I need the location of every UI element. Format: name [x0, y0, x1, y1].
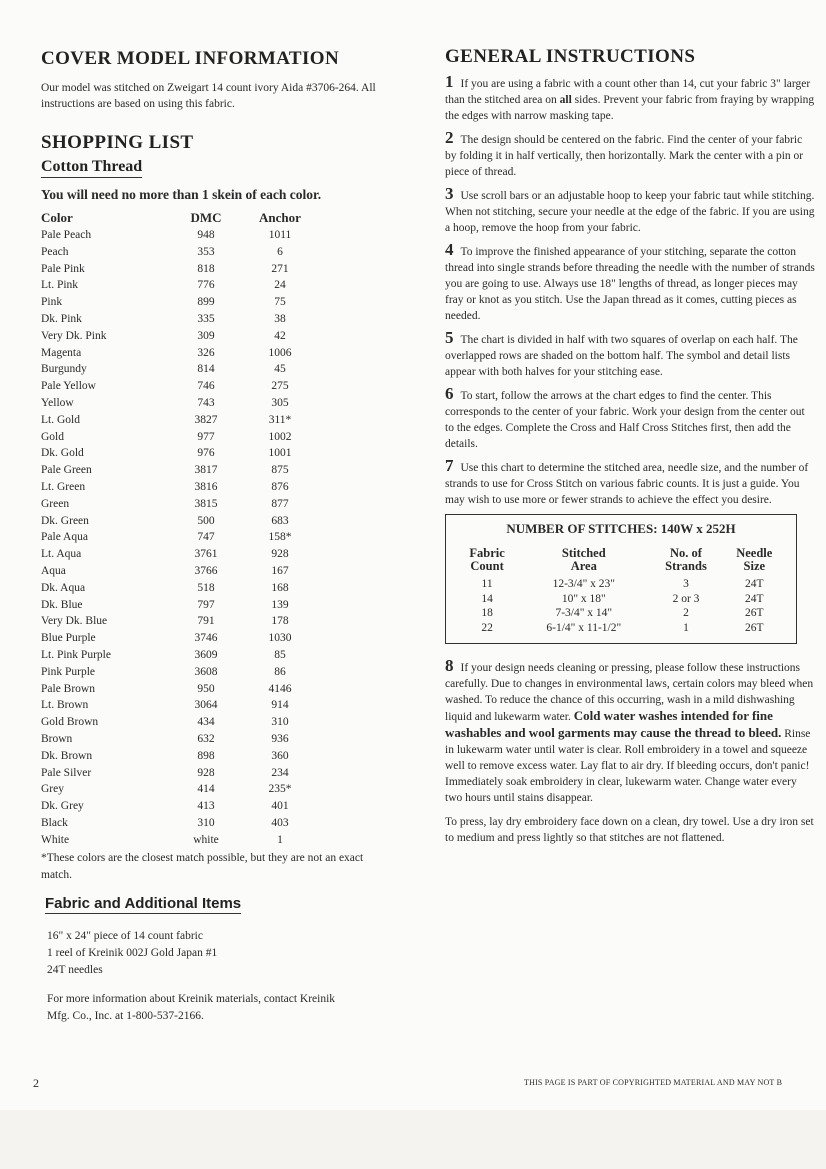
thread-row: [41, 261, 315, 278]
thread-table-body: [41, 227, 315, 848]
step-7: [445, 458, 815, 508]
thread-dmc-number: 3827: [194, 413, 218, 426]
stitch-row: [456, 592, 786, 607]
step-emphasis: all: [559, 94, 572, 106]
thread-dmc-number: 776: [197, 279, 215, 292]
step-number: 5: [445, 328, 454, 347]
thread-row: [41, 462, 315, 479]
thread-anchor-number: 85: [274, 648, 286, 661]
thread-anchor-number: 4146: [268, 682, 292, 695]
shopping-list-heading: SHOPPING LIST: [41, 132, 194, 153]
thread-dmc-number: 898: [197, 749, 215, 762]
left-column: [41, 48, 381, 1025]
thread-anchor-number: 403: [271, 816, 289, 829]
header-line: Size: [743, 559, 766, 573]
thread-dmc-number: 632: [197, 732, 215, 745]
stitch-row: [456, 577, 786, 592]
thread-color-name: Pale Pink: [41, 262, 85, 275]
thread-row: [41, 496, 315, 513]
stitch-column-header: [518, 547, 649, 577]
header-line: No. of: [670, 546, 702, 560]
thread-color-name: Pale Silver: [41, 766, 92, 779]
step-text: The chart is divided in half with two squares of overlap on each half. The overlapped rows are shaded on the bottom half. The symbol and detail lists appear with both halves for your stitching ease.: [445, 334, 798, 378]
thread-color-name: Burgundy: [41, 363, 87, 376]
thread-anchor-number: 401: [271, 800, 289, 813]
thread-dmc-number: 3608: [194, 665, 218, 678]
thread-dmc-number: 3609: [194, 648, 218, 661]
thread-row: [41, 227, 315, 244]
step-text: To improve the finished appearance of your stitching, separate the cotton thread into single strands before threading the needle with the number of strands you are going to use. Always use 18" lengths of thread, as longer pieces may fray or knot as you stitch. Use the Japan thread as it comes, cutting pieces as needed.: [445, 246, 815, 322]
step-number: 7: [445, 456, 454, 475]
thread-anchor-number: 914: [271, 699, 289, 712]
page-number: 2: [33, 1076, 39, 1090]
stitch-count-table: [456, 547, 786, 635]
thread-color-name: White: [41, 833, 70, 846]
thread-anchor-number: 86: [274, 665, 286, 678]
thread-anchor-number: 234: [271, 766, 289, 779]
thread-anchor-number: 275: [271, 380, 289, 393]
thread-row: [41, 714, 315, 731]
stitch-column-header: [456, 547, 518, 577]
thread-row: [41, 395, 315, 412]
stitch-needle: 24T: [745, 578, 764, 590]
thread-row: [41, 597, 315, 614]
thread-row: [41, 580, 315, 597]
stitch-area: 7-3/4" x 14": [555, 607, 613, 619]
thread-row: [41, 277, 315, 294]
thread-color-name: Pale Aqua: [41, 531, 88, 544]
thread-dmc-number: 414: [197, 783, 215, 796]
anchor-header: Anchor: [259, 209, 301, 225]
thread-dmc-number: 747: [197, 531, 215, 544]
thread-anchor-number: 158*: [268, 531, 292, 544]
thread-color-name: Gold Brown: [41, 716, 99, 729]
thread-dmc-number: 746: [197, 380, 215, 393]
stitch-count: 11: [481, 578, 493, 590]
thread-dmc-number: 3815: [194, 497, 218, 510]
thread-row: [41, 731, 315, 748]
step-number: 6: [445, 384, 454, 403]
kreinik-contact-text: For more information about Kreinik materials, contact Kreinik Mfg. Co., Inc. at 1-800-537-2166.: [47, 993, 336, 1023]
thread-dmc-number: 310: [197, 816, 215, 829]
stitch-strands: 2: [683, 607, 689, 619]
thread-row: [41, 294, 315, 311]
thread-table-header: [41, 208, 315, 227]
step-8-text-before: If your design needs cleaning or pressing, please follow these instructions carefully. Due to changes in environmental laws, certain colors may bleed when washed. To reduce the chance of this occurring, wash in a mild dishwashing liquid and lukewarm water.: [445, 662, 814, 723]
step-3: [445, 186, 815, 236]
thread-color-name: Dk. Brown: [41, 749, 93, 762]
thread-color-name: Lt. Green: [41, 480, 86, 493]
thread-anchor-number: 305: [271, 396, 289, 409]
cover-model-heading: COVER MODEL INFORMATION: [41, 48, 340, 69]
stitch-column-header: [723, 547, 786, 577]
thread-color-name: Grey: [41, 783, 64, 796]
thread-anchor-number: 877: [271, 497, 289, 510]
stitch-area: 12-3/4" x 23": [552, 578, 615, 590]
thread-anchor-number: 75: [274, 296, 286, 309]
general-instructions-heading: GENERAL INSTRUCTIONS: [445, 46, 696, 67]
step-text: Use this chart to determine the stitched area, needle size, and the number of strands to use for Cross Stitch on various fabric counts. It is just a guide. You may wish to use more or fewer strands to achieve the effect you desire.: [445, 462, 809, 506]
stitch-strands: 1: [683, 621, 689, 634]
color-header: Color: [41, 209, 73, 225]
thread-dmc-number: 791: [197, 615, 215, 628]
step-text-after: sides. Prevent your fabric from fraying by wrapping the edges with narrow masking tape.: [445, 94, 815, 122]
thread-dmc-number: 326: [197, 346, 215, 359]
thread-row: [41, 832, 315, 849]
thread-row: [41, 748, 315, 765]
instruction-steps: [445, 74, 815, 508]
thread-color-name: Very Dk. Blue: [41, 615, 108, 628]
header-line: Fabric: [469, 546, 505, 560]
stitch-needle: 24T: [745, 592, 764, 605]
stitch-strands: 3: [683, 578, 689, 590]
step-number: 4: [445, 240, 454, 259]
thread-row: [41, 630, 315, 647]
thread-row: [41, 345, 315, 362]
step-5: [445, 330, 815, 380]
thread-dmc-number: 3064: [194, 699, 218, 712]
thread-anchor-number: 928: [271, 548, 289, 561]
thread-anchor-number: 167: [271, 564, 289, 577]
step-number: 2: [445, 128, 454, 147]
thread-row: [41, 311, 315, 328]
thread-row: [41, 765, 315, 782]
step-number: 1: [445, 72, 454, 91]
thread-anchor-number: 24: [274, 279, 286, 292]
stitch-table-header: [456, 547, 786, 577]
thread-dmc-number: 353: [197, 245, 215, 258]
step-number: 3: [445, 184, 454, 203]
stitch-count-title: NUMBER OF STITCHES: 140W x 252H: [506, 521, 736, 536]
thread-color-name: Lt. Pink Purple: [41, 648, 111, 661]
step-text: Use scroll bars or an adjustable hoop to keep your fabric taut while stitching. When not stitching, secure your needle at the edge of the fabric. If you are using a hoop, remove the hoop from your fabric.: [445, 190, 815, 234]
thread-row: [41, 361, 315, 378]
thread-anchor-number: 1002: [268, 430, 292, 443]
thread-dmc-number: 950: [197, 682, 215, 695]
thread-color-name: Green: [41, 497, 70, 510]
cover-model-text: Our model was stitched on Zweigart 14 count ivory Aida #3706-264. All instructions are based on using this fabric.: [41, 82, 376, 110]
step-1: [445, 74, 815, 124]
skein-note: You will need no more than 1 skein of each color.: [41, 187, 322, 202]
thread-color-name: Pink: [41, 296, 63, 309]
thread-row: [41, 328, 315, 345]
stitch-count-box: [445, 514, 797, 644]
thread-row: [41, 546, 315, 563]
thread-anchor-number: 875: [271, 464, 289, 477]
thread-anchor-number: 38: [274, 312, 286, 325]
thread-dmc-number: 434: [197, 716, 215, 729]
thread-row: [41, 613, 315, 630]
thread-color-name: Dk. Grey: [41, 800, 84, 813]
step-8-text-after: Rinse in lukewarm water until water is clear. Roll embroidery in a towel and squeeze well to remove excess water. Lay flat to air dry. If bleeding occurs, don't panic! Immediately soak embroidery in clear, lukewarm water. Change water every two hours until stains disappear.: [445, 728, 811, 804]
thread-anchor-number: 235*: [268, 783, 292, 796]
thread-color-name: Black: [41, 816, 68, 829]
thread-dmc-number: 3746: [194, 632, 218, 645]
thread-anchor-number: 271: [271, 262, 289, 275]
thread-anchor-number: 311*: [268, 413, 292, 426]
copyright-notice: THIS PAGE IS PART OF COPYRIGHTED MATERIAL AND MAY NOT B: [524, 1078, 783, 1087]
thread-row: [41, 563, 315, 580]
stitch-strands: 2 or 3: [672, 592, 700, 605]
thread-dmc-number: 3766: [194, 564, 218, 577]
thread-color-name: Magenta: [41, 346, 82, 359]
thread-color-name: Pale Brown: [41, 682, 95, 695]
fabric-item: 16" x 24" piece of 14 count fabric: [47, 930, 203, 943]
thread-row: [41, 681, 315, 698]
thread-color-name: Dk. Green: [41, 514, 89, 527]
thread-color-name: Peach: [41, 245, 69, 258]
thread-color-name: Dk. Pink: [41, 312, 82, 325]
thread-color-name: Blue Purple: [41, 632, 96, 645]
step-text: If you are using a fabric with a count other than 14, cut your fabric 3" larger than the stitched area on: [445, 78, 811, 106]
thread-anchor-number: 1030: [268, 632, 292, 645]
stitch-area: 6-1/4" x 11-1/2": [546, 621, 622, 634]
thread-row: [41, 664, 315, 681]
header-line: Needle: [736, 546, 773, 560]
thread-dmc-number: 948: [197, 229, 215, 241]
thread-anchor-number: 683: [271, 514, 289, 527]
stitch-table-body: [456, 577, 786, 635]
thread-row: [41, 445, 315, 462]
thread-row: [41, 697, 315, 714]
thread-row: [41, 412, 315, 429]
thread-color-name: Lt. Brown: [41, 699, 89, 712]
step-text: The design should be centered on the fabric. Find the center of your fabric by folding it in half vertically, then horizontally. Mark the center with a pin or piece of thread.: [445, 134, 804, 178]
thread-color-name: Lt. Pink: [41, 279, 79, 292]
thread-dmc-number: 977: [197, 430, 215, 443]
closest-match-note: *These colors are the closest match possible, but they are not an exact match.: [41, 852, 364, 882]
thread-dmc-number: 818: [197, 262, 215, 275]
step-2: [445, 130, 815, 180]
thread-dmc-number: white: [193, 833, 219, 846]
fabric-item: 24T needles: [47, 964, 103, 977]
thread-row: [41, 244, 315, 261]
thread-dmc-number: 814: [197, 363, 215, 376]
thread-anchor-number: 6: [277, 245, 283, 258]
thread-color-name: Dk. Gold: [41, 447, 84, 460]
thread-anchor-number: 936: [271, 732, 289, 745]
thread-dmc-number: 518: [197, 581, 215, 594]
thread-color-name: Dk. Blue: [41, 598, 83, 611]
thread-dmc-number: 3761: [194, 548, 218, 561]
thread-color-name: Pink Purple: [41, 665, 95, 678]
step-text: To start, follow the arrows at the chart edges to find the center. This corresponds to the center of your fabric. Work your design from the center out to the edges. Complete the Cross and Half Cross Stitches first, then add the details.: [445, 390, 805, 450]
stitch-row: [456, 606, 786, 621]
thread-color-name: Very Dk. Pink: [41, 329, 107, 342]
thread-color-name: Aqua: [41, 564, 66, 577]
thread-color-name: Dk. Aqua: [41, 581, 86, 594]
thread-dmc-number: 976: [197, 447, 215, 460]
thread-anchor-number: 1001: [268, 447, 292, 460]
right-column: [445, 46, 815, 846]
stitch-needle: 26T: [745, 607, 764, 619]
thread-dmc-number: 3817: [194, 464, 218, 477]
stitch-count: 22: [481, 621, 493, 634]
thread-dmc-number: 797: [197, 598, 215, 611]
header-line: Strands: [665, 559, 707, 573]
thread-row: [41, 781, 315, 798]
thread-dmc-number: 309: [197, 329, 215, 342]
thread-dmc-number: 743: [197, 396, 215, 409]
cotton-thread-heading: Cotton Thread: [41, 158, 142, 178]
thread-row: [41, 513, 315, 530]
thread-anchor-number: 1: [277, 833, 283, 846]
thread-color-name: Lt. Aqua: [41, 548, 82, 561]
thread-anchor-number: 45: [274, 363, 286, 376]
thread-color-name: Pale Green: [41, 464, 92, 477]
thread-anchor-number: 139: [271, 598, 289, 611]
step-4: [445, 242, 815, 324]
stitch-column-header: [649, 547, 722, 577]
dmc-header: DMC: [190, 209, 222, 225]
step-8: [445, 658, 815, 806]
fabric-item: 1 reel of Kreinik 002J Gold Japan #1: [47, 947, 218, 960]
fabric-items-list: [47, 928, 381, 979]
header-line: Stitched: [561, 546, 606, 560]
step-8-warning: Cold water washes intended for fine washables and wool garments may cause the thread to bleed.: [445, 708, 782, 740]
thread-table: [41, 208, 315, 848]
stitch-area: 10" x 18": [561, 592, 606, 605]
stitch-count: 18: [481, 607, 493, 619]
stitch-count: 14: [481, 592, 493, 605]
header-line: Count: [470, 559, 504, 573]
thread-color-name: Lt. Gold: [41, 413, 80, 426]
thread-anchor-number: 168: [271, 581, 289, 594]
thread-color-name: Yellow: [41, 396, 74, 409]
thread-anchor-number: 178: [271, 615, 289, 628]
stitch-row: [456, 621, 786, 636]
thread-row: [41, 378, 315, 395]
thread-anchor-number: 1011: [268, 229, 292, 241]
thread-color-name: Brown: [41, 732, 73, 745]
thread-color-name: Gold: [41, 430, 64, 443]
thread-anchor-number: 876: [271, 480, 289, 493]
step-6: [445, 386, 815, 452]
thread-dmc-number: 3816: [194, 480, 218, 493]
stitch-needle: 26T: [745, 621, 764, 634]
thread-color-name: Pale Yellow: [41, 380, 96, 393]
pressing-instructions: To press, lay dry embroidery face down on a clean, dry towel. Use a dry iron set to medium and press lightly so that stitches are not flattened.: [445, 816, 814, 844]
thread-anchor-number: 310: [271, 716, 289, 729]
thread-row: [41, 529, 315, 546]
thread-dmc-number: 413: [197, 800, 215, 813]
header-line: Area: [570, 559, 597, 573]
thread-dmc-number: 500: [197, 514, 215, 527]
thread-color-name: Pale Peach: [41, 229, 92, 241]
thread-anchor-number: 360: [271, 749, 289, 762]
thread-row: [41, 429, 315, 446]
thread-anchor-number: 42: [274, 329, 286, 342]
thread-anchor-number: 1006: [268, 346, 292, 359]
thread-dmc-number: 335: [197, 312, 215, 325]
thread-row: [41, 815, 315, 832]
step-number: 8: [445, 656, 454, 675]
thread-dmc-number: 928: [197, 766, 215, 779]
thread-row: [41, 479, 315, 496]
thread-row: [41, 647, 315, 664]
thread-dmc-number: 899: [197, 296, 215, 309]
fabric-items-heading: Fabric and Additional Items: [45, 895, 242, 913]
thread-row: [41, 798, 315, 815]
